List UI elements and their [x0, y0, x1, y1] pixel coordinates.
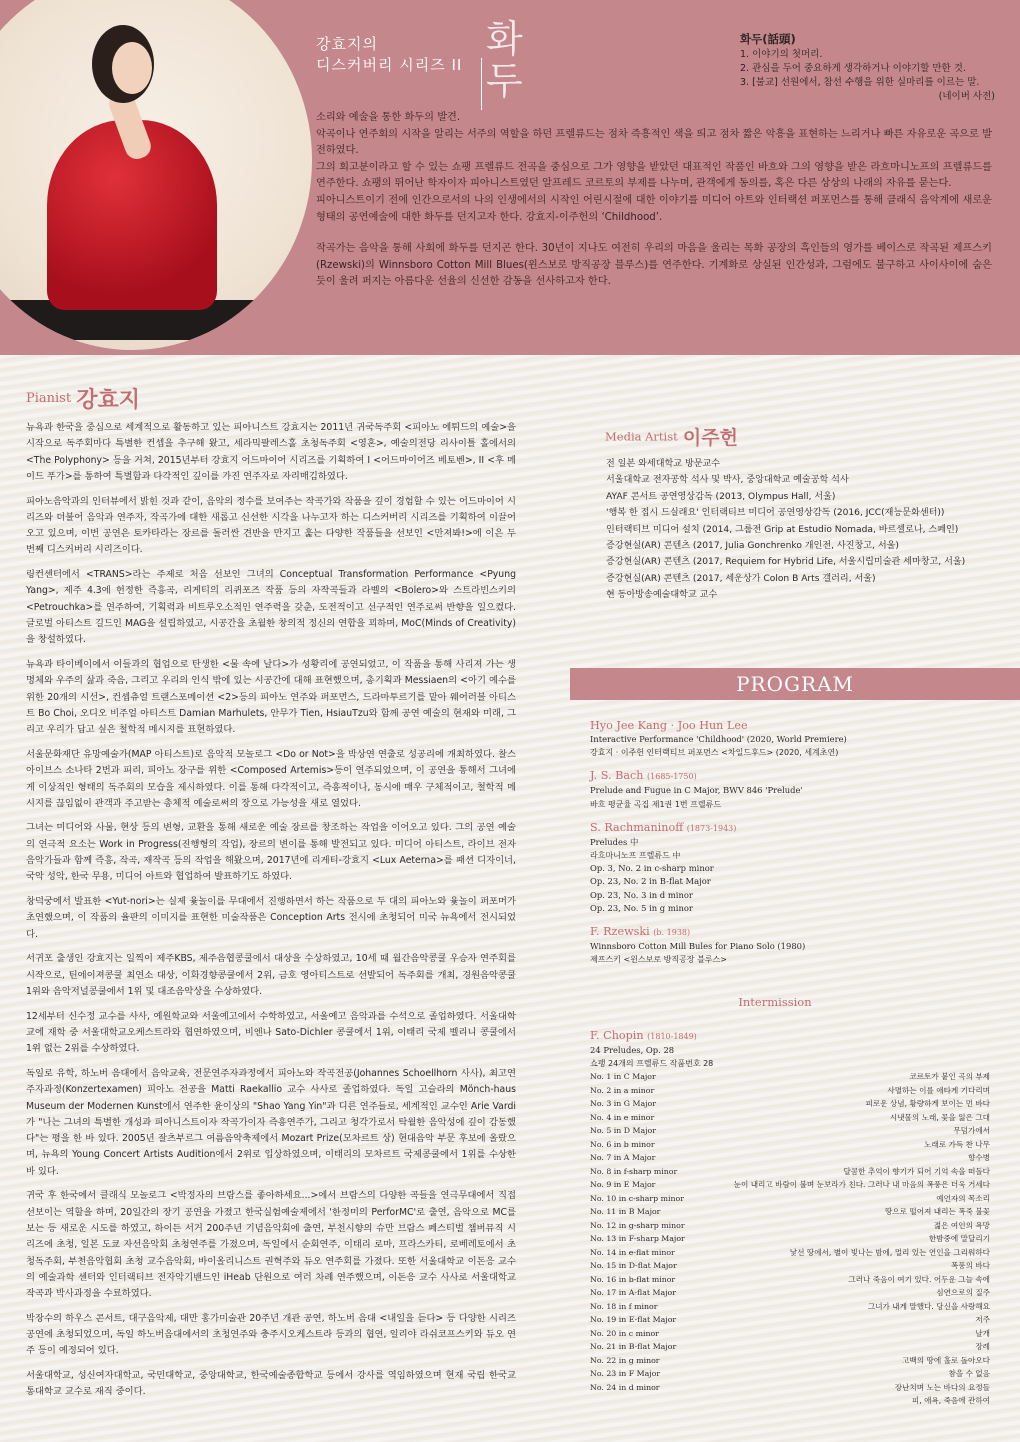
media-artist-heading: [605, 423, 738, 450]
prelude-number: No. 19 in E-flat Major: [590, 1315, 677, 1325]
prelude-subtitle: 피, 애욕, 죽음에 관하여: [911, 1396, 990, 1406]
prelude-number: No. 9 in E Major: [590, 1180, 656, 1190]
bio-paragraph: 뉴욕과 타이베이에서 이들과의 협업으로 탄생한 <물 속에 날다>가 성황리에 공연되었고, 이 작품을 통해 사리져 가는 생명체와 우주의 삶과 죽음, 그리고 우리의 인식 밖에 있는 시공간에 대해 표현했으며, 총기획과 Messiaen의 <아기 예수를 위한 20개의 시선>, 컨셉츄얼 트랜스포메이션 <2>등의 피아노 연주와 퍼포먼스, 드라마투르기를 맡아 웨어러블 아티스트 Bo Choi, 오디오 비주얼 아티스트 Damian Marhulets, 안무가 Tien, HsiauTzu와 함께 공연 예술의 현재와 미래, 그리고 우리가 답고 싶은 철학적 메시지를 표현하였다.: [26, 659, 516, 736]
program-subwork: Op. 3, No. 2 in c-sharp minor: [590, 863, 714, 874]
bio-paragraph: 서울대학교, 성신여자대학교, 국민대학교, 중앙대학교, 한국예술종합학교 등에서 강사를 역임하였으며 현재 국립 한국교통대학교 교수로 재직 중이다.: [26, 1370, 516, 1398]
composer-years: (1873-1943): [686, 823, 737, 833]
prelude-subtitle: 저주: [975, 1315, 990, 1325]
prelude-number: No. 20 in c minor: [590, 1328, 659, 1338]
program-composer: [590, 820, 990, 836]
program-work-korean: 바흐 평균율 곡집 제1권 1번 프렐류드: [590, 799, 722, 809]
prelude-subtitle: 낯선 땅에서, 별이 빛나는 밤에, 멀리 있는 연인을 그리워하다: [789, 1247, 990, 1257]
prelude-subtitle: 피로운 상념, 황량하게 보이는 먼 바다: [865, 1099, 990, 1109]
prelude-subtitle: 그녀가 내게 말했다. 당신을 사랑해요: [867, 1301, 990, 1311]
prelude-subtitle: 시냇물의 노래, 꽃을 잃은 그대: [889, 1112, 990, 1122]
prelude-subtitle: 향수병: [967, 1153, 990, 1163]
intermission-label: Intermission: [738, 995, 812, 1009]
dictionary-item-3: 3. [불교] 선원에서, 참선 수행을 위한 실마리를 이르는 말.: [740, 77, 980, 88]
program-subwork: Op. 23, No. 5 in g minor: [590, 902, 693, 913]
bio-paragraph: 링컨센터에서 <TRANS>라는 주제로 처음 선보인 그녀의 Conceptual Transformation Performance <Pyung Yang>, 제주 4.3에 헌정한 즉흥곡, 리게티의 리퀴포즈 작품 등의 자작곡들과 라벨의 <Bolero>와 스트라빈스키의 <Petrouchka>를 연주하여, 기획력과 비트루오소적인 연주력을 갖춘, 도전적이고 선구적인 연주로써 반향을 일으켰다. 글로벌 아티스트 길드인 MAG을 설립하였고, 시공간을 초월한 창의적 정신의 연합을 꾀하며, MoC(Minds of Creativity)을 창설하였다.: [26, 569, 516, 646]
prelude-number: No. 10 in c-sharp minor: [590, 1193, 684, 1203]
prelude-row: [590, 1111, 990, 1125]
prelude-number: No. 24 in d minor: [590, 1382, 660, 1392]
media-artist-label: Media Artist: [605, 429, 678, 444]
bio-paragraph: 피아노음악과의 인터뷰에서 밝힌 것과 같이, 음악의 정수를 보여주는 작곡가와 작품을 깊이 경험할 수 있는 어드마이어 시리즈와 더불어 음악과 연주자, 작곡가에 대한 새롭고 신선한 시각을 나누고자 하는 디스커버리 시리즈를 기획하여 이끌어 오고 있으며, 이번 공연은 토카타라는 장르를 돌러싼 견반을 만지고 훑는 다양한 작품들을 선보인 <만져봐!>에 이은 두 번째 디스커버리 시리즈이다.: [26, 495, 516, 556]
prelude-subtitle: 노래로 가득 찬 나무: [924, 1139, 990, 1149]
credit-item: 증강현실(AR) 콘텐츠 (2017, 세운상가 Colon B Arts 갤러리, 서울): [606, 573, 876, 584]
prelude-row: [590, 1300, 990, 1314]
bio-paragraph: 귀국 후 한국에서 클래식 모놀로그 <박정자의 브람스를 좋아하세요...>에서 브람스의 다양한 곡들을 연극무대에서 직접 선보이는 역할을 하며, 20일간의 장기 공연을 가졌고 한국실험예술제에서 '한정미의 PerforMC'로 출연, 음악으로 MC를 보는 등 새로운 시도를 하였고, 하이든 서거 200주년 기념음악회에 출연, 부천시향의 슈만 브람스 페스티벌 챔버뮤직 시리즈에 초청, 일본 도쿄 자선음악회 초청연주를 가졌으며, 독일에서 순회연주, 이태리 로마, 프라스카티, 로베레토에서 초청독주회, 부천음악협회 초청 교수음악회, 바이올리니스트 권혁주와 듀오 연주회를 가졌다. 또한 서울대학교 이돈응 교수의 예술과학 센터와 인터랙티브 전자악기밴드인 iHeab 단원으로 여러 차례 연주했으며, 이돈응 교수 사사로 서울대학교 작곡과 박사과정을 수료하였다.: [26, 1190, 516, 1300]
title-divider: [481, 58, 482, 110]
chopin-preludes: [590, 1028, 990, 1408]
prelude-number: No. 8 in f-sharp minor: [590, 1166, 678, 1176]
prelude-number: No. 11 in B Major: [590, 1207, 661, 1217]
prelude-subtitle: 날개: [975, 1328, 990, 1338]
program-piece: [590, 768, 990, 810]
bio-paragraph: 12세부터 신수정 교수를 사사, 예원학교와 서울예고에서 수학하였고, 서울예고 음악과를 수석으로 졸업하였다. 서울대학교에 재학 중 서울대학교오케스트라와 협연하였으며, 비엔나 Sato-Dichler 콩쿨에서 1위, 이태리 국제 벨리니 콩쿨에서 1위 없는 2위를 수상하였다.: [26, 1010, 516, 1055]
program-subwork: Op. 23, No. 3 in d minor: [590, 889, 693, 900]
series-title: [316, 34, 462, 76]
credit-item: 인터랙티브 미디어 설치 (2014, 그룹전 Grip at Estudio Nomada, 바르셀로나, 스페인): [606, 524, 959, 535]
prelude-subtitle: 한밤중에 말달리기: [928, 1234, 990, 1244]
prelude-subtitle: 코르토가 붙인 곡의 부제: [909, 1072, 990, 1082]
hwadu-char-2: 두: [486, 59, 523, 103]
prelude-row: [590, 1394, 990, 1408]
program-work: Prelude and Fugue in C Major, BWV 846 'Prelude': [590, 785, 803, 796]
prelude-row: [590, 1219, 990, 1233]
prelude-row: [590, 1165, 990, 1179]
prelude-row: [590, 1232, 990, 1246]
intro-paragraph-2: 작곡가는 음악을 통해 사회에 화두를 던지곤 한다. 30년이 지나도 여전히 우리의 마음을 울리는 목화 공장의 흑인들의 영가를 베이스로 작곡된 제프스키(Rzewski)의 Winnsboro Cotton Mill Blues(윈스보로 방직공장 블루스)를 연주한다. 기계화로 상실된 인간성과, 그럼에도 불구하고 사이사이에 숨은 듯이 울려 퍼지는 아름다운 선율의 신선한 감동을 선사하고자 한다.: [316, 243, 992, 288]
prelude-row: [590, 1340, 990, 1354]
prelude-row: [590, 1354, 990, 1368]
prelude-row: [590, 1097, 990, 1111]
composer-years: (1685-1750): [647, 772, 697, 782]
program-work: Winnsboro Cotton Mill Bules for Piano Solo (1980): [590, 941, 806, 952]
prelude-subtitle: 예언자의 목소리: [936, 1193, 990, 1203]
hwadu-char-1: 화: [486, 17, 523, 61]
prelude-row: [590, 1205, 990, 1219]
intro-line: 그의 회고분이라고 할 수 있는 쇼팽 프렐류드 전곡을 중심으로 그가 영향을 받았던 대표적인 작품인 바흐와 그의 영향을 받은 라흐마니노프의 프렐류드를 연주한다. 쇼팽의 뛰어난 학자이자 피아니스트였던 알프레드 코르토의 부제를 나누며, 관객에게 동의를, 혹은 다른 상상의 나래의 자유를 묻는다.: [316, 161, 992, 190]
prelude-row: [590, 1192, 990, 1206]
prelude-row: [590, 1151, 990, 1165]
program-work: Preludes 中: [590, 836, 639, 847]
hwadu-title: [486, 18, 523, 102]
prelude-number: No. 3 in G Major: [590, 1099, 656, 1109]
bio-paragraph: 그녀는 미디어와 사물, 현상 등의 변형, 교환을 통해 새로운 예술 장르를 창조하는 작업을 이어오고 있다. 그의 공연 예술의 연극적 요소는 Work in Progress(진행형의 작업), 장르의 변이를 통해 발전되고 있다. 미디어 아티스트, 라이브 전자 음악가들과 함께 즉흥, 작곡, 재작곡 등의 작업을 해왔으며, 2017년에 리게티-강효지 <Lux Aeterna>를 패션 디자이너, 국악 성악, 한국 무용, 미디어 아트와 협업하여 발표하기도 하였다.: [26, 822, 516, 883]
program-composer: [590, 768, 990, 784]
prelude-subtitle: 고백의 땅에 홀로 돌아오다: [902, 1355, 990, 1365]
program-list: [590, 718, 990, 975]
prelude-row: [590, 1084, 990, 1098]
dictionary-title: 화두(話頭): [740, 32, 796, 46]
prelude-number: No. 23 in F Major: [590, 1369, 661, 1379]
composer-years: (b. 1938): [653, 928, 691, 938]
program-work: 24 Preludes, Op. 28: [590, 1045, 675, 1055]
prelude-row: [590, 1367, 990, 1381]
composer-name: S. Rachmaninoff: [590, 820, 684, 834]
intro-line: 악곡이나 연주회의 시작을 알리는 서주의 역할을 하던 프렐류드는 점차 즉흥적인 색을 띄고 점차 짧은 악흥을 표현하는 느리거나 빠른 자유로운 곡으로 발전하였다.: [316, 128, 992, 157]
prelude-row: [590, 1124, 990, 1138]
intro-line: 피아니스트이기 전에 인간으로서의 나의 인생에서의 시작인 어린시절에 대한 이야기를 미디어 아트와 인터랙션 퍼포먼스를 통해 클래식 음악계에 새로운 형태의 공연예술에 대한 화두를 던지고자 한다. 강효지-이주헌의 ‘Childhood’.: [316, 194, 992, 223]
media-artist-credits: [606, 456, 996, 604]
prelude-subtitle: 장례: [975, 1342, 990, 1352]
prelude-number: No. 15 in D-flat Major: [590, 1261, 677, 1271]
prelude-row: [590, 1138, 990, 1152]
prelude-number: No. 7 in A Major: [590, 1153, 656, 1163]
composer-years: (1810-1849): [647, 1032, 697, 1041]
series-line-1: 강효지의: [316, 35, 378, 53]
series-line-2: 디스커버리 시리즈 II: [316, 56, 463, 74]
program-work-korean: 제프스키 <윈스보로 방직공장 블루스>: [590, 955, 727, 965]
program-piece: [590, 924, 990, 966]
pianist-bio: [26, 420, 516, 1409]
prelude-subtitle: 무덤가에서: [953, 1126, 990, 1136]
pianist-name: 강효지: [76, 387, 140, 413]
prelude-row: [590, 1178, 990, 1192]
prelude-number: No. 14 in e-flat minor: [590, 1247, 675, 1257]
prelude-row: [590, 1381, 990, 1395]
prelude-number: No. 13 in F-sharp Major: [590, 1234, 685, 1244]
credit-item: 현 동아방송예술대학교 교수: [606, 590, 718, 601]
program-work-korean: 라흐마니노프 프렐류드 中: [590, 851, 681, 861]
prelude-number: No. 5 in D Major: [590, 1126, 656, 1136]
prelude-number: No. 17 in A-flat Major: [590, 1288, 676, 1298]
prelude-subtitle: 장난치며 노는 바다의 요정들: [894, 1382, 990, 1392]
composer-name: F. Rzewski: [590, 925, 650, 939]
dictionary-definition: [740, 32, 995, 104]
program-work: Interactive Performance 'Childhood' (2020, World Premiere): [590, 734, 847, 744]
face-shape: [112, 42, 152, 94]
prelude-row: [590, 1273, 990, 1287]
prelude-subtitle: 사멸하는 이를 애타게 기다리며: [887, 1085, 990, 1095]
intro-text: [316, 110, 992, 291]
program-work-korean: 강효지 · 이주헌 인터랙티브 퍼포먼스 <차일드후드> (2020, 세계초연): [590, 748, 839, 758]
program-subwork: Op. 23, No. 2 in B-flat Major: [590, 876, 711, 887]
prelude-number: No. 2 in a minor: [590, 1085, 655, 1095]
credit-item: AYAF 콘서트 공연영상감독 (2013, Olympus Hall, 서울): [606, 491, 836, 502]
bio-paragraph: 창덕궁에서 발표한 <Yut-nori>는 실제 윷놀이를 무대에서 진행하면서 하는 작품으로 두 대의 피아노와 윷놀이 퍼포머가 초연했으며, 이 작품의 율판의 이미지를 표현한 미술작품은 Conception Arts 전시에 초청되어 미국 뉴욕에서 전시되었다.: [26, 896, 516, 940]
program-composer: [590, 924, 990, 940]
prelude-number: No. 6 in b minor: [590, 1139, 655, 1149]
prelude-number: No. 12 in g-sharp minor: [590, 1220, 685, 1230]
prelude-number: No. 4 in e minor: [590, 1112, 655, 1122]
prelude-row: [590, 1286, 990, 1300]
bio-paragraph: 뉴욕과 한국을 중심으로 세계적으로 활동하고 있는 피아니스트 강효지는 2011년 귀국독주회 <피아노 에튀드의 예술>을 시작으로 독주회마다 특별한 컨셉을 추구해 왔고, 세라믹팔레스홀 초청독주회 <영혼>, 예술의전당 리사이틀 홀에서의 <The Polyphony> 등을 거쳐, 2015년부터 강효지 어드마이어 시리즈를 기획하여 I <어드마이어즈 베토벤>, II <후 메이드 푸가>를 통하여 특별함과 다각적인 깊이를 가진 연주자로 자리매김하였다.: [26, 422, 516, 482]
credit-item: 서울대학교 전자공학 석사 및 박사, 중앙대학교 예술공학 석사: [606, 475, 849, 486]
prelude-row: [590, 1313, 990, 1327]
program-work-korean: 쇼팽 24개의 프렐류드 작품번호 28: [590, 1059, 714, 1069]
prelude-row: [590, 1259, 990, 1273]
pianist-heading: [26, 383, 140, 414]
prelude-subtitle: 심연으로의 질주: [936, 1288, 990, 1298]
bio-paragraph: 서귀포 출생인 강효지는 일찍이 제주KBS, 제주음협콩쿨에서 대상을 수상하였고, 10세 때 월간음악콩쿨 우승자 연주회를 시작으로, 틴에이져콩쿨 최연소 대상, 이화경향콩쿨에서 2위, 금호 영아티스트로 선발되어 독주회를 개최, 경원음악콩쿨 1위와 음악저널콩쿨에서 1위 및 대조음악상을 수상하였다.: [26, 953, 516, 997]
composer-name: Hyo Jee Kang · Joo Hun Lee: [590, 719, 748, 732]
bio-paragraph: 서울문화재단 유망예술가(MAP 아티스트)로 음악적 모놀로그 <Do or Not>을 박상연 연출로 성공리에 개최하였다. 찰스 아이브스 소나타 2번과 피리, 피아노 장구를 위한 <Composed Artemis>등이 연주되었으며, 이 공연을 통해서 그녀에게 이상적인 형태의 독주회의 모습을 제시하였다. 이를 통해 다각적이고, 즉흥적이나, 동시에 매우 구체적이고, 철학적 메시지를 끊임없이 관객과 주고받는 총체적 예술로써의 장으로 가능성을 새로 열었다.: [26, 748, 516, 809]
program-composer: [590, 718, 990, 733]
dictionary-source: (네이버 사전): [938, 91, 995, 102]
prelude-subtitle: 달콤한 추억이 향기가 되어 기억 속을 떠돌다: [843, 1166, 990, 1176]
pianist-label: Pianist: [26, 391, 72, 406]
prelude-number: No. 16 in b-flat minor: [590, 1274, 676, 1284]
bio-paragraph: 박장수의 하우스 콘서트, 대구음악제, 대만 홍가미술관 20주년 개관 공연, 하노버 음대 <내일을 듣다> 등 다양한 시리즈 공연에 초청되었으며, 독일 하노버음대에서의 초청연주와 충주시오케스트라 등과의 협연, 일리야 라쉬코프스키와 듀오 연주 등이 예정되어 있다.: [26, 1312, 516, 1357]
program-piece: [590, 718, 990, 759]
prelude-subtitle: 참을 수 없음: [948, 1369, 990, 1379]
composer-name: J. S. Bach: [590, 769, 644, 783]
composer-name: F. Chopin: [590, 1029, 644, 1042]
media-artist-name: 이주헌: [682, 427, 738, 449]
pianist-photo: [0, 0, 312, 350]
spacer: [316, 226, 992, 241]
prelude-row: [590, 1246, 990, 1260]
prelude-subtitle: 눈이 내리고 바람이 불며 눈보라가 친다. 그러나 내 마음의 폭풍은 더욱 거세다: [733, 1180, 990, 1190]
prelude-subtitle: 그러나 죽음이 여기 있다. 어두운 그늘 속에: [848, 1274, 990, 1284]
credit-item: 증강현실(AR) 콘텐츠 (2017, Requiem for Hybrid Life, 서울시립미술관 세마창고, 서울): [606, 557, 966, 568]
program-title-band: PROGRAM: [570, 668, 1020, 700]
program-composer: [590, 1028, 990, 1044]
program-piece: [590, 820, 990, 915]
prelude-number: No. 21 in B-flat Major: [590, 1342, 677, 1352]
prelude-subtitle: 폭풍의 바다: [950, 1261, 990, 1271]
header-band: [0, 0, 1020, 355]
dictionary-item-1: 1. 이야기의 첫머리.: [740, 49, 823, 60]
prelude-number: No. 1 in C Major: [590, 1072, 656, 1082]
bio-paragraph: 독일로 유학, 하노버 음대에서 음악교육, 전문연주자과정에서 피아노와 작곡전공(Johannes Schoellhorn 사사), 최고연주자과정(Konzertexamen) 피아노 전공을 Matti Raekallio 교수 사사로 졸업하였다. 독일 고슬라의 Mönch-haus Museum der Modernen Kunst에서 연주한 윤이상의 "Shao Yang Yin"과 디른 연주들로, 세계적인 교수인 Arie Vardi가 "나는 그녀의 특별한 개성과 피아니스트이자 작곡가이자 즉흥연주가, 그리고 청각가로서 탁월한 음악성에 깊이 감동했다"는 평을 한 바 있다. 2005년 잘츠부르그 여름음악축제에서 Mozart Prize(모차르트 상) 현대음악 부문 후보에 올랐으며, 뉴욕의 Young Concert Artists Audition에서 2위로 입상하였으며, 이태리의 모차르트 국제콩쿨에서 1위를 수상한 바 있다.: [26, 1067, 516, 1177]
prelude-row: [590, 1070, 990, 1084]
prelude-number: No. 22 in g minor: [590, 1355, 660, 1365]
prelude-number: No. 18 in f minor: [590, 1301, 658, 1311]
credit-item: '행복 한 접시 드실래요' 인터랙티브 미디어 공연영상감독 (2016, JCC(재능문화센터)): [606, 508, 945, 519]
prelude-subtitle: 젊은 여인의 욕망: [933, 1220, 990, 1230]
prelude-list: [590, 1070, 990, 1408]
credit-item: 전 일본 와세대학교 방문교수: [606, 459, 721, 469]
credit-item: 증강현실(AR) 콘텐츠 (2017, Julia Gonchrenko 개인전, 사진창고, 서울): [606, 541, 899, 552]
prelude-row: [590, 1327, 990, 1341]
intro-line: 소리와 예술을 통한 화두의 발견.: [316, 112, 461, 123]
dictionary-item-2: 2. 관심을 두어 중요하게 생각하거나 이야기할 만한 것.: [740, 63, 966, 74]
prelude-subtitle: 땅으로 떨어져 내리는 폭죽 불꽃: [884, 1207, 990, 1217]
